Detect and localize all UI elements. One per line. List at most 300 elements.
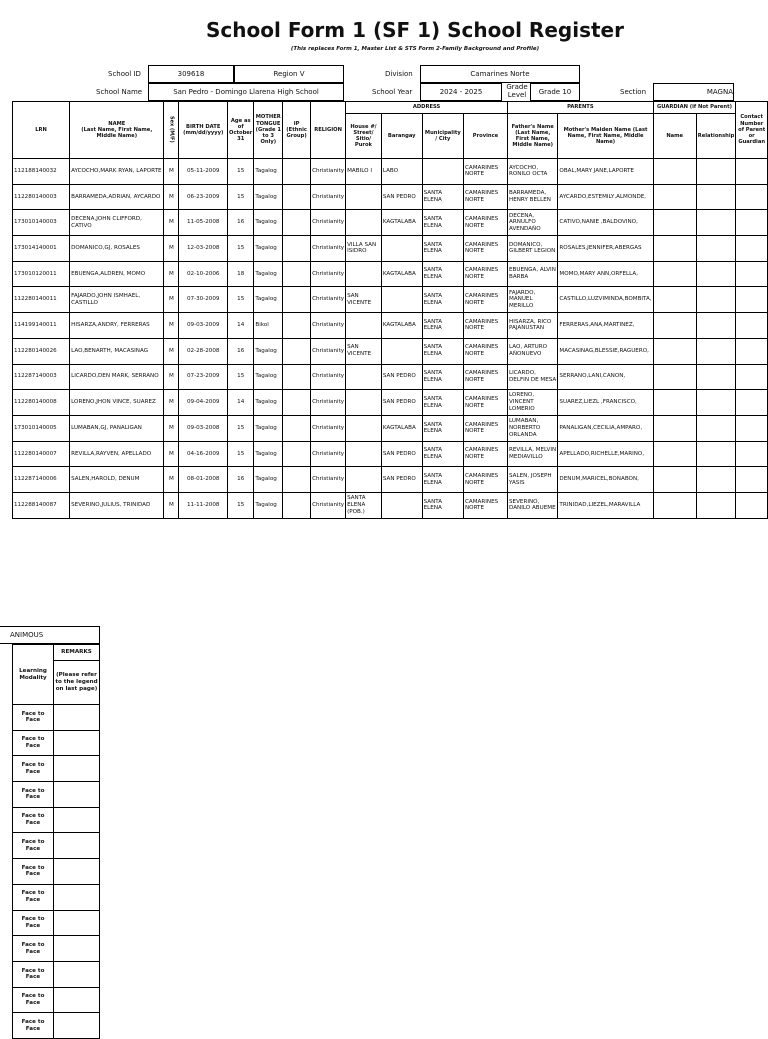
cell-sex[interactable]: M: [164, 210, 179, 236]
cell-remarks[interactable]: [54, 807, 100, 833]
cell-municipality[interactable]: SANTA ELENA: [422, 467, 463, 493]
cell-religion[interactable]: Christianity: [311, 236, 346, 262]
cell-province[interactable]: CAMARINES NORTE: [463, 184, 507, 210]
cell-father[interactable]: LUMABAN, NORBERTO ORLANDA: [508, 415, 558, 441]
cell-age[interactable]: 15: [228, 441, 254, 467]
cell-barangay[interactable]: SAN PEDRO: [381, 441, 422, 467]
cell-tongue[interactable]: Tagalog: [254, 236, 283, 262]
cell-gname[interactable]: [653, 210, 696, 236]
cell-birth[interactable]: 11-05-2008: [179, 210, 228, 236]
cell-birth[interactable]: 12-03-2008: [179, 236, 228, 262]
cell-house[interactable]: [346, 467, 382, 493]
cell-age[interactable]: 15: [228, 415, 254, 441]
cell-father[interactable]: REVILLA, MELVIN MEDIAVILLO: [508, 441, 558, 467]
cell-learning-modality[interactable]: Face to Face: [13, 782, 54, 808]
cell-gname[interactable]: [653, 467, 696, 493]
cell-tongue[interactable]: Tagalog: [254, 441, 283, 467]
cell-municipality[interactable]: SANTA ELENA: [422, 261, 463, 287]
cell-barangay[interactable]: [381, 492, 422, 518]
cell-father[interactable]: SALEN, JOSEPH YASIS: [508, 467, 558, 493]
cell-grel[interactable]: [696, 390, 736, 416]
cell-contact[interactable]: [736, 338, 768, 364]
cell-religion[interactable]: Christianity: [311, 210, 346, 236]
cell-remarks[interactable]: [54, 1013, 100, 1039]
cell-grel[interactable]: [696, 492, 736, 518]
cell-ip[interactable]: [283, 467, 311, 493]
cell-contact[interactable]: [736, 364, 768, 390]
cell-gname[interactable]: [653, 261, 696, 287]
cell-lrn[interactable]: 173010140003: [13, 210, 70, 236]
cell-ip[interactable]: [283, 261, 311, 287]
cell-name[interactable]: REVILLA,RAYVEN, APELLADO: [70, 441, 164, 467]
grade-level-label: Grade Level: [506, 83, 528, 100]
cell-father[interactable]: LICARDO, DELFIN DE MESA: [508, 364, 558, 390]
cell-remarks[interactable]: [54, 756, 100, 782]
cell-gname[interactable]: [653, 159, 696, 185]
cell-contact[interactable]: [736, 261, 768, 287]
cell-sex[interactable]: M: [164, 467, 179, 493]
cell-ip[interactable]: [283, 390, 311, 416]
cell-name[interactable]: DECENA,JOHN CLIFFORD, CATIVO: [70, 210, 164, 236]
school-name-field[interactable]: San Pedro - Domingo Llarena High School: [148, 83, 344, 101]
cell-father[interactable]: FAJARDO, MANUEL MERILLO: [508, 287, 558, 313]
cell-name[interactable]: LORENO,JHON VINCE, SUAREZ: [70, 390, 164, 416]
cell-mother[interactable]: APELLADO,RICHELLE,MARINO,: [558, 441, 653, 467]
cell-house[interactable]: SAN VICENTE: [346, 338, 382, 364]
table-row: [13, 313, 768, 339]
cell-lrn[interactable]: 112280140007: [13, 441, 70, 467]
cell-religion[interactable]: Christianity: [311, 287, 346, 313]
cell-province[interactable]: CAMARINES NORTE: [463, 313, 507, 339]
cell-father[interactable]: HISARZA, RICO PAJANUSTAN: [508, 313, 558, 339]
grade-level-field[interactable]: Grade 10: [530, 83, 580, 101]
modality-remarks-table: [12, 644, 100, 1039]
cell-birth[interactable]: 09-03-2008: [179, 415, 228, 441]
cell-province[interactable]: CAMARINES NORTE: [463, 492, 507, 518]
cell-mother[interactable]: DENUM,MARICEL,BONABON,: [558, 467, 653, 493]
cell-remarks[interactable]: [54, 833, 100, 859]
table-row: [13, 467, 768, 493]
cell-learning-modality[interactable]: Face to Face: [13, 987, 54, 1013]
cell-province[interactable]: CAMARINES NORTE: [463, 159, 507, 185]
header-parents: PARENTS: [508, 102, 654, 114]
cell-province[interactable]: CAMARINES NORTE: [463, 287, 507, 313]
cell-mother[interactable]: MOMO,MARY ANN,ORFELLA,: [558, 261, 653, 287]
cell-remarks[interactable]: [54, 884, 100, 910]
cell-sex[interactable]: M: [164, 364, 179, 390]
cell-province[interactable]: CAMARINES NORTE: [463, 415, 507, 441]
cell-religion[interactable]: Christianity: [311, 441, 346, 467]
cell-house[interactable]: [346, 313, 382, 339]
cell-lrn[interactable]: 112288140087: [13, 492, 70, 518]
cell-sex[interactable]: M: [164, 184, 179, 210]
cell-sex[interactable]: M: [164, 236, 179, 262]
cell-tongue[interactable]: Tagalog: [254, 159, 283, 185]
table-row: [13, 159, 768, 185]
cell-barangay[interactable]: KAGTALABA: [381, 415, 422, 441]
cell-province[interactable]: CAMARINES NORTE: [463, 261, 507, 287]
cell-age[interactable]: 15: [228, 492, 254, 518]
cell-grel[interactable]: [696, 287, 736, 313]
cell-municipality[interactable]: SANTA ELENA: [422, 492, 463, 518]
cell-contact[interactable]: [736, 390, 768, 416]
cell-remarks[interactable]: [54, 705, 100, 731]
table-row: [13, 210, 768, 236]
cell-grel[interactable]: [696, 210, 736, 236]
cell-birth[interactable]: 04-16-2009: [179, 441, 228, 467]
cell-house[interactable]: [346, 261, 382, 287]
cell-age[interactable]: 18: [228, 261, 254, 287]
cell-age[interactable]: 16: [228, 338, 254, 364]
cell-remarks[interactable]: [54, 910, 100, 936]
header-ip: IP (Ethnic Group): [283, 102, 311, 159]
cell-religion[interactable]: Christianity: [311, 492, 346, 518]
cell-gname[interactable]: [653, 287, 696, 313]
cell-father[interactable]: DECENA, ARNULFO AVENDAÑO: [508, 210, 558, 236]
table-row: [13, 705, 100, 731]
cell-name[interactable]: FAJARDO,JOHN ISMHAEL, CASTILLO: [70, 287, 164, 313]
cell-tongue[interactable]: Tagalog: [254, 261, 283, 287]
cell-house[interactable]: [346, 441, 382, 467]
cell-municipality[interactable]: SANTA ELENA: [422, 390, 463, 416]
cell-house[interactable]: [346, 390, 382, 416]
cell-birth[interactable]: 08-01-2008: [179, 467, 228, 493]
cell-birth[interactable]: 07-23-2009: [179, 364, 228, 390]
cell-province[interactable]: CAMARINES NORTE: [463, 210, 507, 236]
cell-gname[interactable]: [653, 338, 696, 364]
cell-name[interactable]: HISARZA,ANDRY, FERRERAS: [70, 313, 164, 339]
cell-age[interactable]: 16: [228, 467, 254, 493]
table-row: [13, 884, 100, 910]
cell-mother[interactable]: SUAREZ,LIEZL ,FRANCISCO,: [558, 390, 653, 416]
cell-religion[interactable]: Christianity: [311, 338, 346, 364]
cell-tongue[interactable]: Tagalog: [254, 184, 283, 210]
cell-mother[interactable]: TRINIDAD,LIEZEL,MARAVILLA: [558, 492, 653, 518]
school-id-field[interactable]: 309618: [148, 65, 234, 83]
cell-father[interactable]: LORENO, VINCENT LOMERIO: [508, 390, 558, 416]
cell-lrn[interactable]: 173010140005: [13, 415, 70, 441]
cell-learning-modality[interactable]: Face to Face: [13, 705, 54, 731]
table-row: [13, 936, 100, 962]
cell-grel[interactable]: [696, 261, 736, 287]
header-religion: RELIGION: [311, 102, 346, 159]
cell-province[interactable]: CAMARINES NORTE: [463, 338, 507, 364]
cell-age[interactable]: 15: [228, 159, 254, 185]
cell-name[interactable]: AYCOCHO,MARK RYAN, LAPORTE: [70, 159, 164, 185]
cell-tongue[interactable]: Tagalog: [254, 492, 283, 518]
cell-barangay[interactable]: SAN PEDRO: [381, 467, 422, 493]
cell-mother[interactable]: MACASINAG,BLESSIE,RAGUERO,: [558, 338, 653, 364]
cell-learning-modality[interactable]: Face to Face: [13, 859, 54, 885]
table-row: [13, 184, 768, 210]
cell-house[interactable]: SANTA ELENA (POB.): [346, 492, 382, 518]
cell-sex[interactable]: M: [164, 338, 179, 364]
cell-mother[interactable]: ROSALES,JENNIFER,ABERGAS: [558, 236, 653, 262]
cell-grel[interactable]: [696, 338, 736, 364]
cell-birth[interactable]: 11-11-2008: [179, 492, 228, 518]
cell-grel[interactable]: [696, 184, 736, 210]
region-field[interactable]: Region V: [234, 65, 344, 83]
cell-age[interactable]: 15: [228, 287, 254, 313]
cell-remarks[interactable]: [54, 961, 100, 987]
cell-learning-modality[interactable]: Face to Face: [13, 910, 54, 936]
table-row: [13, 441, 768, 467]
cell-lrn[interactable]: 112280140003: [13, 184, 70, 210]
cell-house[interactable]: [346, 210, 382, 236]
cell-barangay[interactable]: SAN PEDRO: [381, 390, 422, 416]
header-guardian-relationship: Relationship: [696, 114, 736, 159]
cell-municipality[interactable]: SANTA ELENA: [422, 415, 463, 441]
cell-birth[interactable]: 02-28-2008: [179, 338, 228, 364]
cell-municipality[interactable]: [422, 159, 463, 185]
cell-remarks[interactable]: [54, 782, 100, 808]
cell-mother[interactable]: CASTILLO,LUZVIMINDA,BOMBITA,: [558, 287, 653, 313]
cell-municipality[interactable]: SANTA ELENA: [422, 236, 463, 262]
cell-lrn[interactable]: 112287140003: [13, 364, 70, 390]
section-field[interactable]: MAGNA: [653, 83, 734, 101]
cell-name[interactable]: DOMANICO,GJ, ROSALES: [70, 236, 164, 262]
header-guardian-name: Name: [653, 114, 696, 159]
cell-house[interactable]: [346, 364, 382, 390]
cell-lrn[interactable]: 112280140008: [13, 390, 70, 416]
table-row: [13, 782, 100, 808]
cell-tongue[interactable]: Tagalog: [254, 467, 283, 493]
cell-learning-modality[interactable]: Face to Face: [13, 1013, 54, 1039]
cell-municipality[interactable]: SANTA ELENA: [422, 338, 463, 364]
cell-religion[interactable]: Christianity: [311, 467, 346, 493]
cell-ip[interactable]: [283, 364, 311, 390]
cell-province[interactable]: CAMARINES NORTE: [463, 236, 507, 262]
cell-ip[interactable]: [283, 159, 311, 185]
cell-learning-modality[interactable]: Face to Face: [13, 936, 54, 962]
cell-barangay[interactable]: SAN PEDRO: [381, 184, 422, 210]
cell-grel[interactable]: [696, 313, 736, 339]
cell-barangay[interactable]: [381, 236, 422, 262]
cell-grel[interactable]: [696, 236, 736, 262]
cell-grel[interactable]: [696, 441, 736, 467]
cell-barangay[interactable]: KAGTALABA: [381, 210, 422, 236]
cell-father[interactable]: EBUENGA, ALVIN BARBA: [508, 261, 558, 287]
cell-learning-modality[interactable]: Face to Face: [13, 884, 54, 910]
cell-learning-modality[interactable]: Face to Face: [13, 961, 54, 987]
cell-contact[interactable]: [736, 287, 768, 313]
cell-barangay[interactable]: KAGTALABA: [381, 261, 422, 287]
cell-contact[interactable]: [736, 313, 768, 339]
cell-contact[interactable]: [736, 441, 768, 467]
cell-lrn[interactable]: 114199140011: [13, 313, 70, 339]
cell-age[interactable]: 15: [228, 184, 254, 210]
cell-house[interactable]: VILLA SAN ISIDRO: [346, 236, 382, 262]
cell-tongue[interactable]: Tagalog: [254, 338, 283, 364]
cell-age[interactable]: 14: [228, 313, 254, 339]
cell-name[interactable]: LUMABAN,GJ, PANALIGAN: [70, 415, 164, 441]
cell-mother[interactable]: CATIVO,NANIE ,BALDOVINO,: [558, 210, 653, 236]
cell-sex[interactable]: M: [164, 261, 179, 287]
cell-barangay[interactable]: [381, 287, 422, 313]
cell-lrn[interactable]: 173010120011: [13, 261, 70, 287]
cell-municipality[interactable]: SANTA ELENA: [422, 364, 463, 390]
table-row: [13, 390, 768, 416]
cell-ip[interactable]: [283, 184, 311, 210]
header-guardian: GUARDIAN (if Not Parent): [653, 102, 736, 114]
cell-name[interactable]: SALEN,HAROLD, DENUM: [70, 467, 164, 493]
cell-contact[interactable]: [736, 210, 768, 236]
cell-sex[interactable]: M: [164, 415, 179, 441]
cell-grel[interactable]: [696, 364, 736, 390]
table-row: [13, 833, 100, 859]
cell-lrn[interactable]: 173014140001: [13, 236, 70, 262]
cell-province[interactable]: CAMARINES NORTE: [463, 467, 507, 493]
cell-tongue[interactable]: Tagalog: [254, 390, 283, 416]
cell-house[interactable]: [346, 415, 382, 441]
section-label: Section: [620, 88, 647, 96]
cell-father[interactable]: BARRAMEDA, HENRY BELLEN: [508, 184, 558, 210]
cell-father[interactable]: DOMANICO, GILBERT LEGION: [508, 236, 558, 262]
cell-ip[interactable]: [283, 287, 311, 313]
cell-contact[interactable]: [736, 492, 768, 518]
cell-tongue[interactable]: Tagalog: [254, 210, 283, 236]
cell-father[interactable]: LAO, ARTURO AÑONUEVO: [508, 338, 558, 364]
cell-name[interactable]: LAO,BENARTH, MACASINAG: [70, 338, 164, 364]
cell-tongue[interactable]: Tagalog: [254, 364, 283, 390]
cell-province[interactable]: CAMARINES NORTE: [463, 441, 507, 467]
cell-mother[interactable]: AYCARDO,ESTEMILY,ALMONDE,: [558, 184, 653, 210]
cell-mother[interactable]: OBAL,MARY JANE,LAPORTE: [558, 159, 653, 185]
cell-ip[interactable]: [283, 492, 311, 518]
cell-municipality[interactable]: SANTA ELENA: [422, 210, 463, 236]
cell-house[interactable]: SAN VICENTE: [346, 287, 382, 313]
cell-remarks[interactable]: [54, 859, 100, 885]
cell-ip[interactable]: [283, 441, 311, 467]
school-year-label: School Year: [372, 88, 413, 96]
cell-lrn[interactable]: 112280140011: [13, 287, 70, 313]
cell-tongue[interactable]: Bikol: [254, 313, 283, 339]
cell-religion[interactable]: Christianity: [311, 261, 346, 287]
cell-birth[interactable]: 09-04-2009: [179, 390, 228, 416]
cell-religion[interactable]: Christianity: [311, 184, 346, 210]
cell-remarks[interactable]: [54, 987, 100, 1013]
cell-barangay[interactable]: LABO: [381, 159, 422, 185]
cell-name[interactable]: SEVERINO,JULIUS, TRINIDAD: [70, 492, 164, 518]
cell-province[interactable]: CAMARINES NORTE: [463, 364, 507, 390]
cell-sex[interactable]: M: [164, 287, 179, 313]
cell-contact[interactable]: [736, 467, 768, 493]
cell-ip[interactable]: [283, 210, 311, 236]
cell-age[interactable]: 16: [228, 210, 254, 236]
cell-lrn[interactable]: 112280140026: [13, 338, 70, 364]
cell-gname[interactable]: [653, 492, 696, 518]
cell-sex[interactable]: M: [164, 159, 179, 185]
cell-name[interactable]: LICARDO,DEN MARK, SERRANO: [70, 364, 164, 390]
cell-barangay[interactable]: [381, 338, 422, 364]
table-row: [13, 236, 768, 262]
cell-contact[interactable]: [736, 415, 768, 441]
cell-tongue[interactable]: Tagalog: [254, 287, 283, 313]
cell-remarks[interactable]: [54, 936, 100, 962]
cell-name[interactable]: EBUENGA,ALDREN, MOMO: [70, 261, 164, 287]
cell-learning-modality[interactable]: Face to Face: [13, 833, 54, 859]
cell-name[interactable]: BARRAMEDA,ADRIAN, AYCARDO: [70, 184, 164, 210]
cell-age[interactable]: 15: [228, 364, 254, 390]
cell-gname[interactable]: [653, 236, 696, 262]
cell-mother[interactable]: SERRANO,LANI,CANON,: [558, 364, 653, 390]
cell-religion[interactable]: Christianity: [311, 364, 346, 390]
cell-gname[interactable]: [653, 441, 696, 467]
cell-gname[interactable]: [653, 364, 696, 390]
cell-barangay[interactable]: KAGTALABA: [381, 313, 422, 339]
cell-birth[interactable]: 09-03-2009: [179, 313, 228, 339]
cell-tongue[interactable]: Tagalog: [254, 415, 283, 441]
cell-religion[interactable]: Christianity: [311, 313, 346, 339]
cell-age[interactable]: 14: [228, 390, 254, 416]
cell-ip[interactable]: [283, 236, 311, 262]
cell-learning-modality[interactable]: Face to Face: [13, 807, 54, 833]
cell-municipality[interactable]: SANTA ELENA: [422, 313, 463, 339]
header-municipality: Municipality / City: [422, 114, 463, 159]
cell-mother[interactable]: PANALIGAN,CECILIA,AMPARO,: [558, 415, 653, 441]
cell-lrn[interactable]: 112287140006: [13, 467, 70, 493]
cell-municipality[interactable]: SANTA ELENA: [422, 287, 463, 313]
cell-sex[interactable]: M: [164, 492, 179, 518]
cell-grel[interactable]: [696, 159, 736, 185]
cell-house[interactable]: [346, 184, 382, 210]
header-province: Province: [463, 114, 507, 159]
cell-province[interactable]: CAMARINES NORTE: [463, 390, 507, 416]
cell-contact[interactable]: [736, 184, 768, 210]
cell-sex[interactable]: M: [164, 441, 179, 467]
cell-father[interactable]: AYCOCHO, RONILO OCTA: [508, 159, 558, 185]
cell-religion[interactable]: Christianity: [311, 159, 346, 185]
cell-contact[interactable]: [736, 159, 768, 185]
table-row: [13, 961, 100, 987]
cell-birth[interactable]: 02-10-2006: [179, 261, 228, 287]
cell-gname[interactable]: [653, 415, 696, 441]
cell-learning-modality[interactable]: Face to Face: [13, 730, 54, 756]
cell-birth[interactable]: 05-11-2009: [179, 159, 228, 185]
cell-ip[interactable]: [283, 313, 311, 339]
cell-grel[interactable]: [696, 467, 736, 493]
table-row: [13, 287, 768, 313]
cell-house[interactable]: MABILO I: [346, 159, 382, 185]
cell-gname[interactable]: [653, 313, 696, 339]
cell-barangay[interactable]: SAN PEDRO: [381, 364, 422, 390]
cell-birth[interactable]: 07-30-2009: [179, 287, 228, 313]
table-row: [13, 415, 768, 441]
header-name: NAME (Last Name, First Name, Middle Name): [70, 102, 164, 159]
cell-religion[interactable]: Christianity: [311, 415, 346, 441]
cell-municipality[interactable]: SANTA ELENA: [422, 184, 463, 210]
cell-ip[interactable]: [283, 415, 311, 441]
cell-contact[interactable]: [736, 236, 768, 262]
cell-gname[interactable]: [653, 390, 696, 416]
cell-mother[interactable]: FERRERAS,ANA,MARTINEZ,: [558, 313, 653, 339]
cell-birth[interactable]: 06-23-2009: [179, 184, 228, 210]
cell-religion[interactable]: Christianity: [311, 390, 346, 416]
cell-age[interactable]: 15: [228, 236, 254, 262]
cell-grel[interactable]: [696, 415, 736, 441]
cell-lrn[interactable]: 112188140032: [13, 159, 70, 185]
division-field[interactable]: Camarines Norte: [420, 65, 580, 83]
cell-sex[interactable]: M: [164, 313, 179, 339]
cell-gname[interactable]: [653, 184, 696, 210]
cell-municipality[interactable]: SANTA ELENA: [422, 441, 463, 467]
cell-sex[interactable]: M: [164, 390, 179, 416]
cell-ip[interactable]: [283, 338, 311, 364]
school-year-field[interactable]: 2024 - 2025: [420, 83, 502, 101]
cell-remarks[interactable]: [54, 730, 100, 756]
cell-father[interactable]: SEVERINO, DANILO ABUEME: [508, 492, 558, 518]
cell-learning-modality[interactable]: Face to Face: [13, 756, 54, 782]
